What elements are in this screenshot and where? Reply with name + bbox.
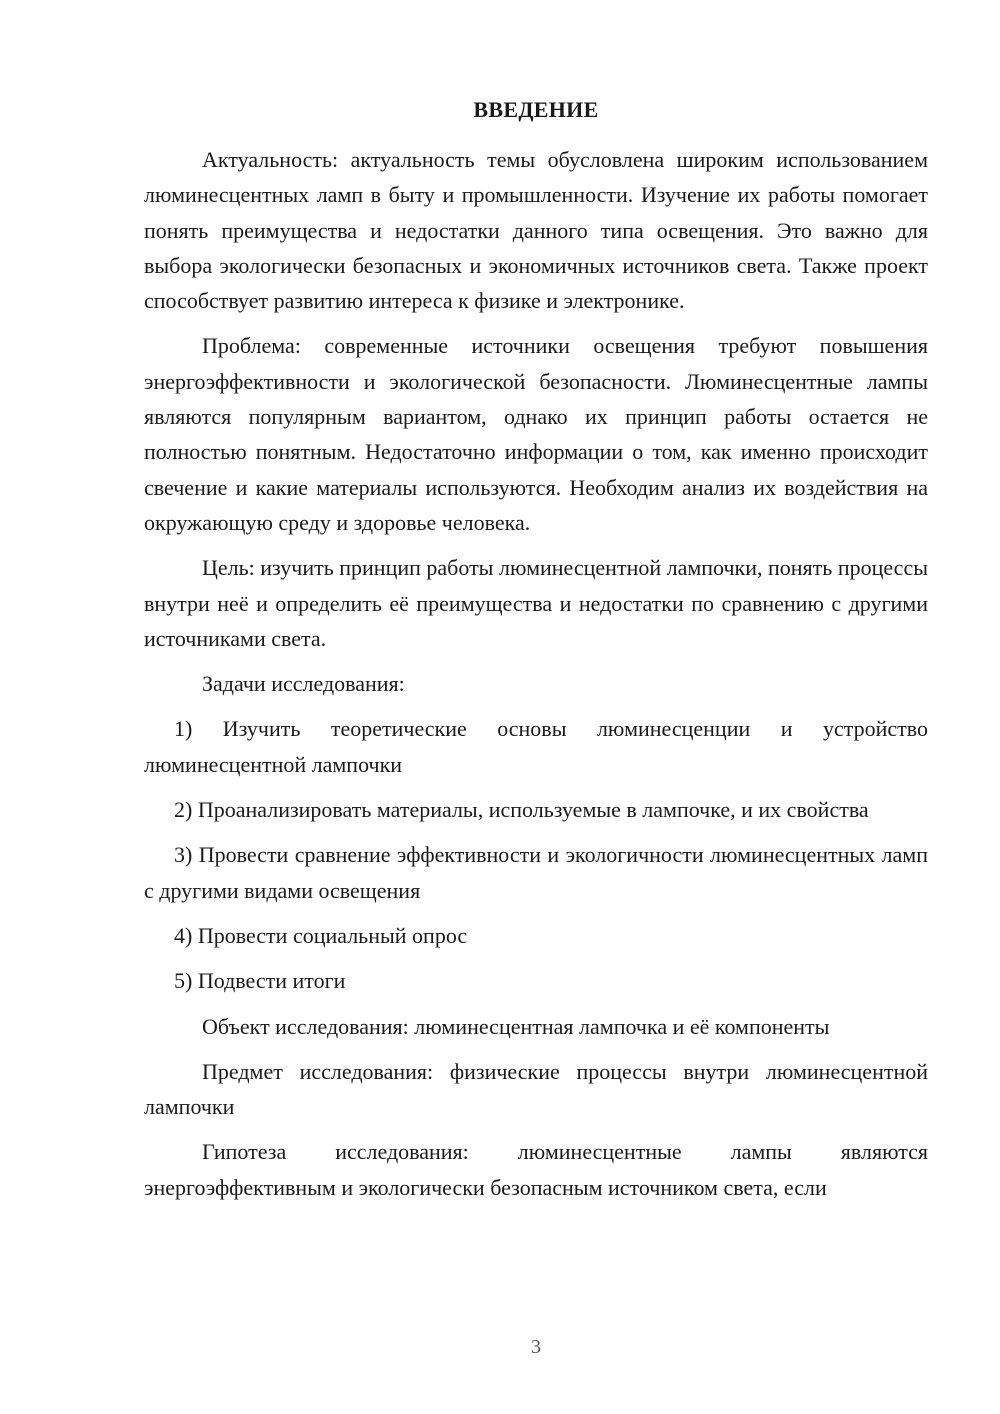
page-title: ВВЕДЕНИЕ	[473, 97, 599, 122]
paragraph-object: Объект исследования: люминесцентная лампочка и её компоненты	[202, 1013, 830, 1039]
task-item-4: 4) Провести социальный опрос	[174, 922, 468, 948]
task-item-2: 2) Проанализировать материалы, используемые в лампочке, и их свойства	[174, 797, 869, 823]
paragraph-hypothesis: Гипотеза исследования: люминесцентные лампы являются энергоэффективным и экологически безопасным источником света, если	[144, 1139, 928, 1200]
paragraph-goal: Цель: изучить принцип работы люминесцентной лампочки, понять процессы внутри неё и определить её преимущества и недостатки по сравнению с другими источниками света.	[144, 555, 928, 651]
task-item-3: 3) Провести сравнение эффективности и экологичности люминесцентных ламп с другими видами освещения	[144, 842, 928, 903]
document-body	[144, 142, 928, 1215]
task-item-1: 1) Изучить теоретические основы люминесценции и устройство люминесцентной лампочки	[144, 716, 928, 777]
tasks-heading: Задачи исследования:	[202, 671, 405, 697]
paragraph-problem: Проблема: современные источники освещения требуют повышения энергоэффективности и экологической безопасности. Люминесцентные лампы являются популярным вариантом, однако их принцип работы остается не полностью понятным. Недостаточно информации о том, как именно происходит свечение и какие материалы используются. Необходим анализ их воздействия на окружающую среду и здоровье человека.	[144, 333, 928, 535]
page-number: 3	[531, 1336, 541, 1358]
paragraph-subject: Предмет исследования: физические процессы внутри люминесцентной лампочки	[144, 1058, 928, 1120]
task-item-5: 5) Подвести итоги	[174, 968, 346, 994]
paragraph-relevance: Актуальность: актуальность темы обусловлена широким использованием люминесцентных ламп в быту и промышленности. Изучение их работы помогает понять преимущества и недостатки данного типа освещения. Это важно для выбора экологически безопасных и экономичных источников света. Также проект способствует развитию интереса к физике и электронике.	[144, 147, 928, 314]
